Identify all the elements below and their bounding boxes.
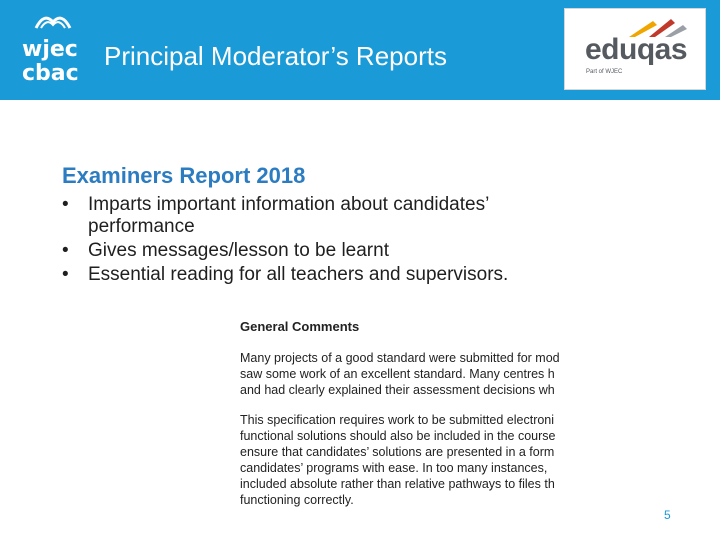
excerpt-line: saw some work of an excellent standard. Many centres h <box>240 367 555 381</box>
bullet-text-continued: performance <box>88 216 195 237</box>
bullet-item <box>62 194 622 238</box>
bullet-dot: • <box>62 264 69 285</box>
excerpt-line: functioning correctly. <box>240 493 354 507</box>
bullet-item <box>62 240 622 262</box>
bullet-item <box>62 264 622 286</box>
excerpt-line: included absolute rather than relative pathways to files th <box>240 477 555 491</box>
excerpt-line: ensure that candidates’ solutions are presented in a form <box>240 445 555 459</box>
slide-header <box>0 0 720 100</box>
report-excerpt-image <box>230 318 590 518</box>
eduqas-subtitle: Part of WJEC <box>586 69 623 75</box>
bullet-text: Imparts important information about candidates’ <box>88 194 490 215</box>
wjec-wordmark-line2: cbac <box>22 61 79 86</box>
excerpt-heading: General Comments <box>240 319 360 334</box>
excerpt-line: This specification requires work to be submitted electroni <box>240 413 555 427</box>
bullet-list <box>62 194 622 288</box>
wjec-wordmark <box>22 38 79 86</box>
eduqas-wordmark: eduqas <box>585 33 688 66</box>
bullet-text: Gives messages/lesson to be learnt <box>88 240 389 261</box>
excerpt-line: candidates’ programs with ease. In too many instances, <box>240 461 548 475</box>
open-book-icon <box>32 10 74 30</box>
bullet-dot: • <box>62 240 69 261</box>
excerpt-line: and had clearly explained their assessment decisions wh <box>240 383 555 397</box>
slide-number: 5 <box>664 508 671 522</box>
excerpt-line: Many projects of a good standard were submitted for mod <box>240 351 560 365</box>
wjec-wordmark-line1: wjec <box>22 37 78 62</box>
eduqas-logo <box>564 8 706 90</box>
bullet-text: Essential reading for all teachers and supervisors. <box>88 264 509 285</box>
wjec-logo <box>14 10 94 90</box>
section-heading: Examiners Report 2018 <box>62 163 306 188</box>
excerpt-line: functional solutions should also be included in the course <box>240 429 556 443</box>
page-title: Principal Moderator’s Reports <box>104 41 447 71</box>
bullet-dot: • <box>62 194 69 215</box>
